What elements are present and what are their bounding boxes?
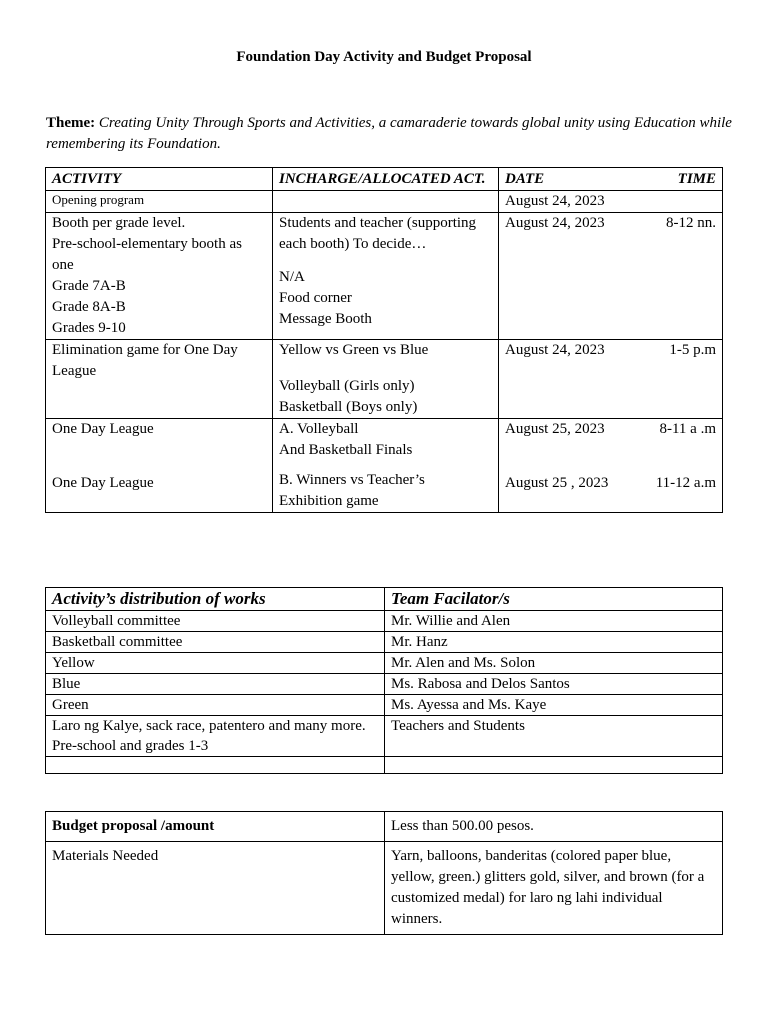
header-date-time (499, 168, 723, 191)
facilitator-cell: Mr. Hanz (385, 632, 723, 653)
table-row (46, 191, 723, 213)
work-cell: Green (46, 695, 385, 716)
incharge-text: Yellow vs Green vs Blue (279, 342, 429, 358)
empty-cell (46, 757, 385, 774)
date-cell (499, 213, 723, 340)
incharge-text: Food corner (279, 290, 352, 306)
empty-cell (385, 757, 723, 774)
work-cell: Volleyball committee (46, 611, 385, 632)
work-cell: Basketball committee (46, 632, 385, 653)
empty-row (46, 757, 723, 774)
time-text: 8-12 nn. (666, 215, 716, 231)
date-text: August 24, 2023 (505, 193, 605, 209)
materials-value-cell: Yarn, balloons, banderitas (colored paper blue, yellow, green.) glitters gold, silver, and brown (for a customized medal) for laro ng lahi individual winners. (385, 842, 723, 935)
distribution-table (45, 587, 723, 774)
table-row (46, 653, 723, 674)
table-row (46, 340, 723, 419)
theme-label: Theme: (46, 115, 96, 131)
activity-cell (46, 419, 273, 513)
activity-cell (46, 191, 273, 213)
budget-value-cell: Less than 500.00 pesos. (385, 812, 723, 842)
incharge-text: Students and teacher (supporting each booth) To decide… (279, 215, 477, 252)
header-time: TIME (677, 171, 716, 187)
table-row (46, 674, 723, 695)
budget-table (45, 811, 723, 935)
table-row (46, 632, 723, 653)
date-text: August 24, 2023 (505, 215, 605, 231)
work-cell: Laro ng Kalye, sack race, patentero and many more. Pre-school and grades 1-3 (46, 716, 385, 757)
incharge-text: Message Booth (279, 311, 372, 327)
schedule-header-row (46, 168, 723, 191)
header-activity: ACTIVITY (46, 168, 273, 191)
activity-text: One Day League (52, 421, 154, 437)
table-row (46, 419, 723, 513)
header-facilitator: Team Facilator/s (385, 588, 723, 611)
activity-text: Booth per grade level. (52, 215, 186, 231)
facilitator-cell: Teachers and Students (385, 716, 723, 757)
date-cell (499, 419, 723, 513)
incharge-text: N/A (279, 269, 305, 285)
date-cell (499, 191, 723, 213)
header-work: Activity’s distribution of works (46, 588, 385, 611)
budget-label-cell: Budget proposal /amount (46, 812, 385, 842)
incharge-cell (273, 340, 499, 419)
date-cell (499, 340, 723, 419)
facilitator-cell: Ms. Rabosa and Delos Santos (385, 674, 723, 695)
date-text: August 25, 2023 (505, 421, 605, 437)
header-date: DATE (505, 171, 545, 187)
activity-text: Opening program (52, 192, 145, 207)
activity-cell (46, 340, 273, 419)
theme-paragraph (46, 113, 736, 155)
materials-label-cell: Materials Needed (46, 842, 385, 935)
time-text: 1-5 p.m (669, 342, 716, 358)
incharge-cell (273, 191, 499, 213)
document-title: Foundation Day Activity and Budget Proposal (236, 49, 532, 65)
work-cell: Blue (46, 674, 385, 695)
time-text: 11-12 a.m (655, 475, 716, 491)
schedule-table (45, 167, 723, 513)
facilitator-cell: Mr. Willie and Alen (385, 611, 723, 632)
table-row (46, 812, 723, 842)
incharge-cell (273, 213, 499, 340)
table-row (46, 716, 723, 757)
facilitator-cell: Mr. Alen and Ms. Solon (385, 653, 723, 674)
date-text: August 24, 2023 (505, 342, 605, 358)
incharge-text: And Basketball Finals (279, 442, 413, 458)
incharge-cell (273, 419, 499, 513)
time-text: 8-11 a .m (659, 421, 716, 437)
incharge-text: A. Volleyball (279, 421, 359, 437)
incharge-text: Volleyball (Girls only) (279, 378, 415, 394)
table-row (46, 695, 723, 716)
activity-cell (46, 213, 273, 340)
activity-text: Grades 9-10 (52, 320, 126, 336)
incharge-text: Basketball (Boys only) (279, 399, 418, 415)
theme-text: Creating Unity Through Sports and Activities, a camaraderie towards global unity using Education while remembering its Foundation. (46, 115, 732, 152)
incharge-text: Exhibition game (279, 493, 379, 509)
work-cell: Yellow (46, 653, 385, 674)
incharge-text: B. Winners vs Teacher’s (279, 472, 425, 488)
distribution-header-row (46, 588, 723, 611)
activity-text: Grade 7A-B (52, 278, 126, 294)
table-row (46, 611, 723, 632)
facilitator-cell: Ms. Ayessa and Ms. Kaye (385, 695, 723, 716)
date-text: August 25 , 2023 (505, 475, 609, 491)
header-incharge: INCHARGE/ALLOCATED ACT. (273, 168, 499, 191)
activity-text: Pre-school-elementary booth as one (52, 236, 242, 273)
table-row (46, 213, 723, 340)
activity-text: Grade 8A-B (52, 299, 126, 315)
activity-text: One Day League (52, 475, 154, 491)
table-row (46, 842, 723, 935)
activity-text: Elimination game for One Day League (52, 342, 238, 379)
